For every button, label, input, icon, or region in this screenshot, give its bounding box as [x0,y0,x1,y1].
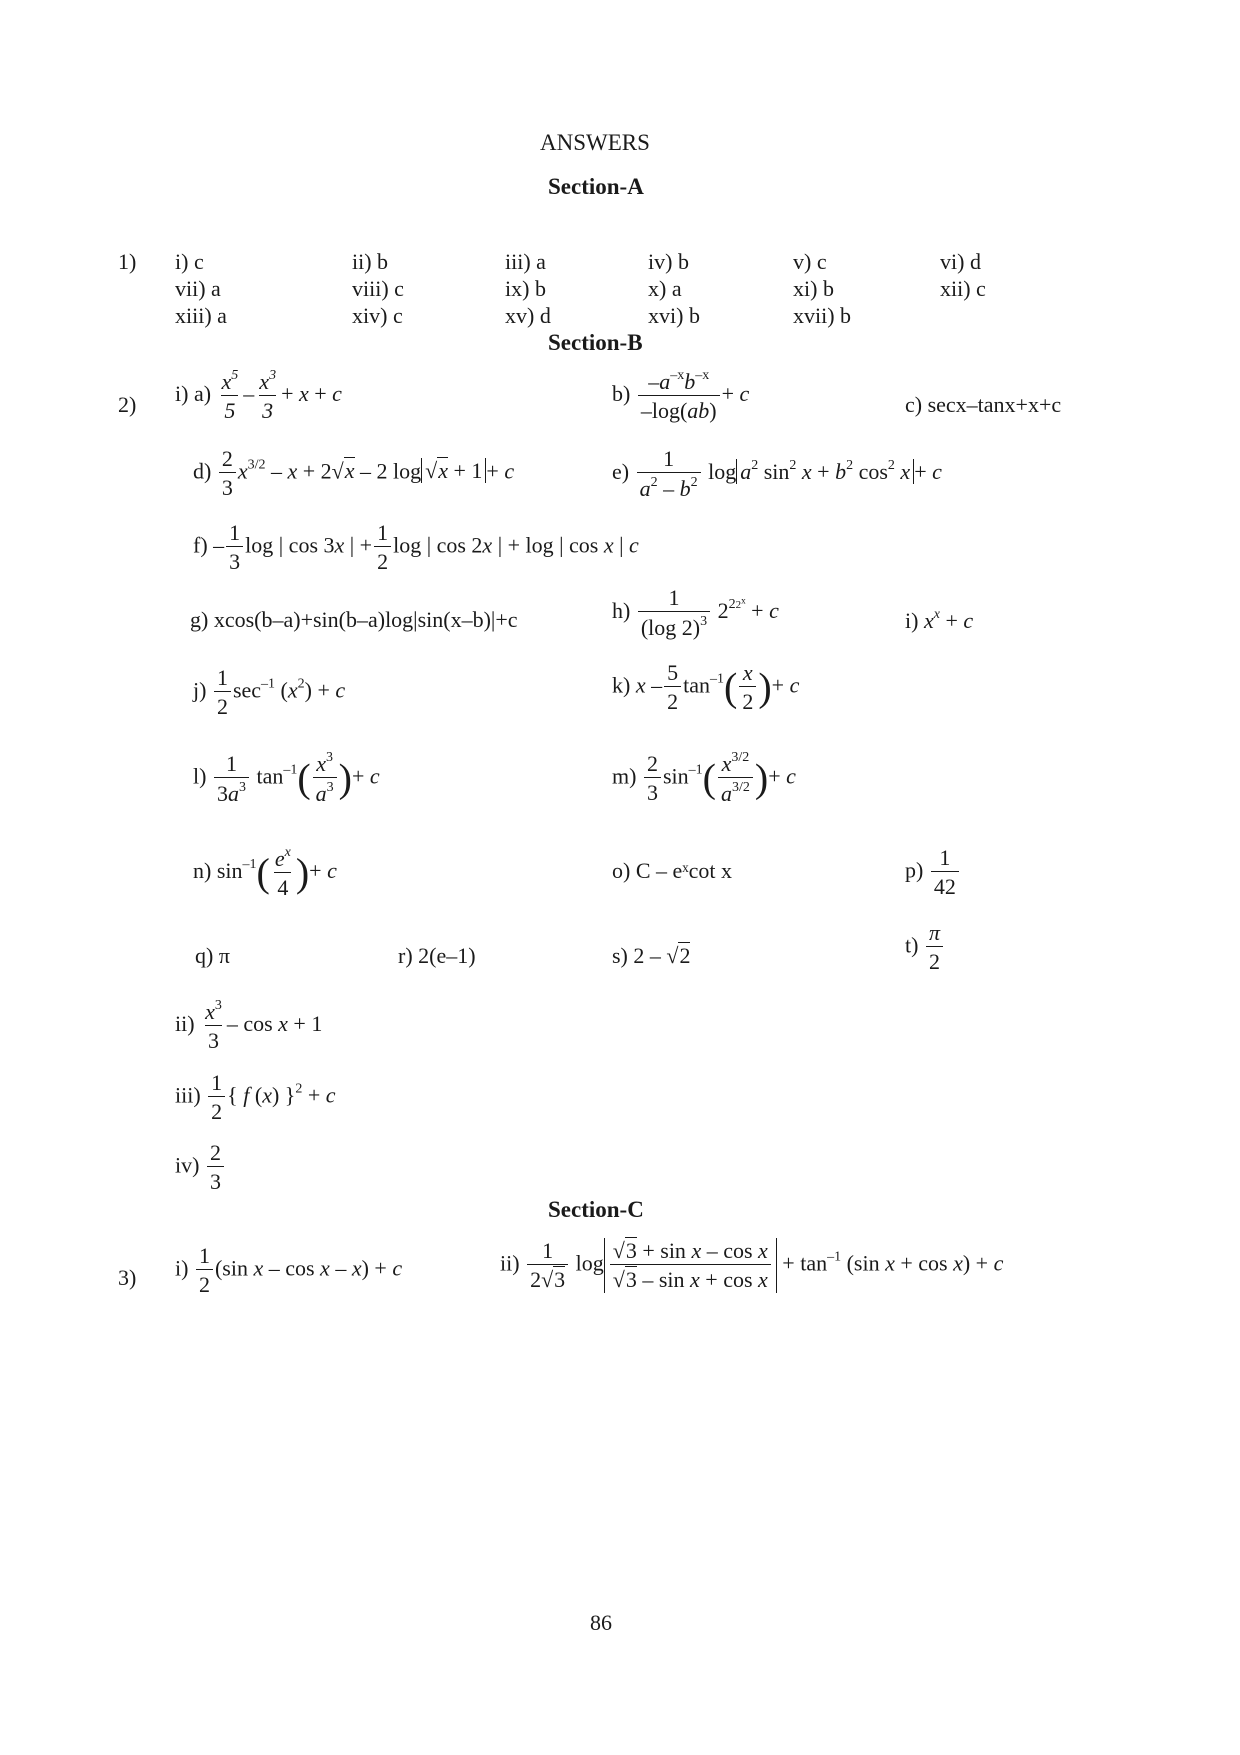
section-b-heading: Section-B [548,330,643,355]
answer-2-r: r) 2(e–1) [398,943,476,968]
answer-label: ii) [175,1010,195,1036]
answer-3-i: i) $\frac{1}{2}$ (sin x – cos x – x) + c [175,1243,403,1298]
section-c-heading: Section-C [548,1197,644,1222]
mcq-answer: xiii) a [175,303,227,328]
answer-2-j: j) $\frac{1}{2}$ $\sec^{-1} (x^2) + c$ [193,665,346,720]
answer-2-iii: iii) $\frac{1}{2}$ { f (x) }$^2$ + c [175,1070,336,1125]
mcq-answer: viii) c [352,276,404,301]
mcq-answer: x) a [648,276,682,301]
answer-2-k: k) x – $\frac{5}{2}$ $\tan^{-1}$( $\frac{x}{2}$ )+ c [612,660,800,715]
answer-label: j) [193,677,207,703]
answer-label: b) [612,380,631,406]
answer-2-d: d) $\frac{2}{3}$ $x^{3/2} - x + 2√x - 2$ log √x + 1 + c [193,446,515,501]
section-a-heading: Section-A [548,174,644,199]
question-number: 1) [118,249,137,274]
answer-label: p) [905,857,924,883]
answer-2-t: t) $\frac{\pi}{2}$ [905,920,945,975]
mcq-answer: v) c [793,249,827,274]
answer-label: d) [193,458,212,484]
mcq-answer: xi) b [793,276,834,301]
answer-label: ii) [500,1250,520,1276]
answer-2-q: q) π [195,943,230,968]
answer-2-p: p) $\frac{1}{42}$ [905,845,961,900]
answer-2-s: s) 2 – √2 [612,943,691,968]
mcq-answer: iii) a [505,249,546,274]
mcq-answer: xvii) b [793,303,852,328]
answer-label: s) [612,943,628,968]
mcq-answer: xv) d [505,303,551,328]
answer-label: f) [193,532,208,558]
mcq-answer: i) c [175,249,204,274]
answer-label: i) [175,1255,189,1281]
answer-2-f: f) – $\frac{1}{3}$ log | cos 3x | + $\frac{1}{2}$ log | cos 2x | + log | cos x | c [193,520,639,575]
answer-2-h: h) $\frac{1}{(\log 2)^3}$ $2^{22^x} + c$ [612,585,779,641]
answer-2-e: e) $\frac{1}{a^2 - b^2}$ $\log a^2$ $\sin^2 x + b^2$ $\cos^2 x + c$ [612,446,942,502]
answer-label: h) [612,597,631,623]
answer-label: i) [905,608,919,633]
answer-2-o: o) C – eˣcot x [612,858,733,883]
answer-label: iii) [175,1082,201,1108]
answer-label: i) a) [175,380,212,406]
mcq-answer: iv) b [648,249,689,274]
answer-2-m: m) $\frac{2}{3}$ $\sin^{-1}$( $\frac{x^{3/2}}{a^{3/2}}$ )+ c [612,750,796,807]
mcq-answer: vi) d [940,249,981,274]
question-number: 2) [118,392,137,417]
answer-2-g: g) xcos(b–a)+sin(b–a)log|sin(x–b)|+c [190,607,518,632]
mcq-answer: ix) b [505,276,546,301]
mcq-answer: xiv) c [352,303,403,328]
answer-label: e) [612,458,630,484]
mcq-answer: ii) b [352,249,389,274]
answer-3-ii: ii) $\frac{1}{2√3}$ log $\frac{\text{√3 + sin x – cos x}}{\text{√3 – sin x + cos x}}$ + $\tan^{-1} (\sin$ x + cos x) + c [500,1238,1004,1293]
answer-label: iv) [175,1152,200,1178]
answer-label: m) [612,763,637,789]
answer-label: n) [193,857,212,883]
answer-2-b: b) $\frac{-a^{-x}b^{-x}}{-\log(ab)}$ + c [612,368,750,424]
answer-label: t) [905,932,919,958]
answer-2-iv: iv) $\frac{2}{3}$ [175,1140,226,1195]
page-number: 86 [590,1610,612,1635]
answer-label: l) [193,763,207,789]
answer-label: k) [612,672,631,698]
answer-2-c: c) secx–tanx+x+c [905,392,1062,417]
mcq-answer: xvi) b [648,303,700,328]
mcq-answer: xii) c [940,276,986,301]
answer-2-ii: ii) $\frac{x^3}{3}$ – cos x + 1 [175,998,323,1054]
answer-2-i: i) $x^x + c$ [905,607,974,633]
answer-2-n: n) $\sin^{-1}$( $\frac{e^x}{4}$ )+ c [193,845,337,901]
answer-2-i-a: i) a) $\frac{x^5}{5}$ – $\frac{x^3}{3}$ + x + c [175,368,342,424]
answer-2-l: l) $\frac{1}{3a^3}$ $\tan^{-1}$( $\frac{x^3}{a^3}$ )+ c [193,750,380,807]
question-number: 3) [118,1265,137,1290]
mcq-answer: vii) a [175,276,221,301]
page-title: ANSWERS [540,130,650,155]
